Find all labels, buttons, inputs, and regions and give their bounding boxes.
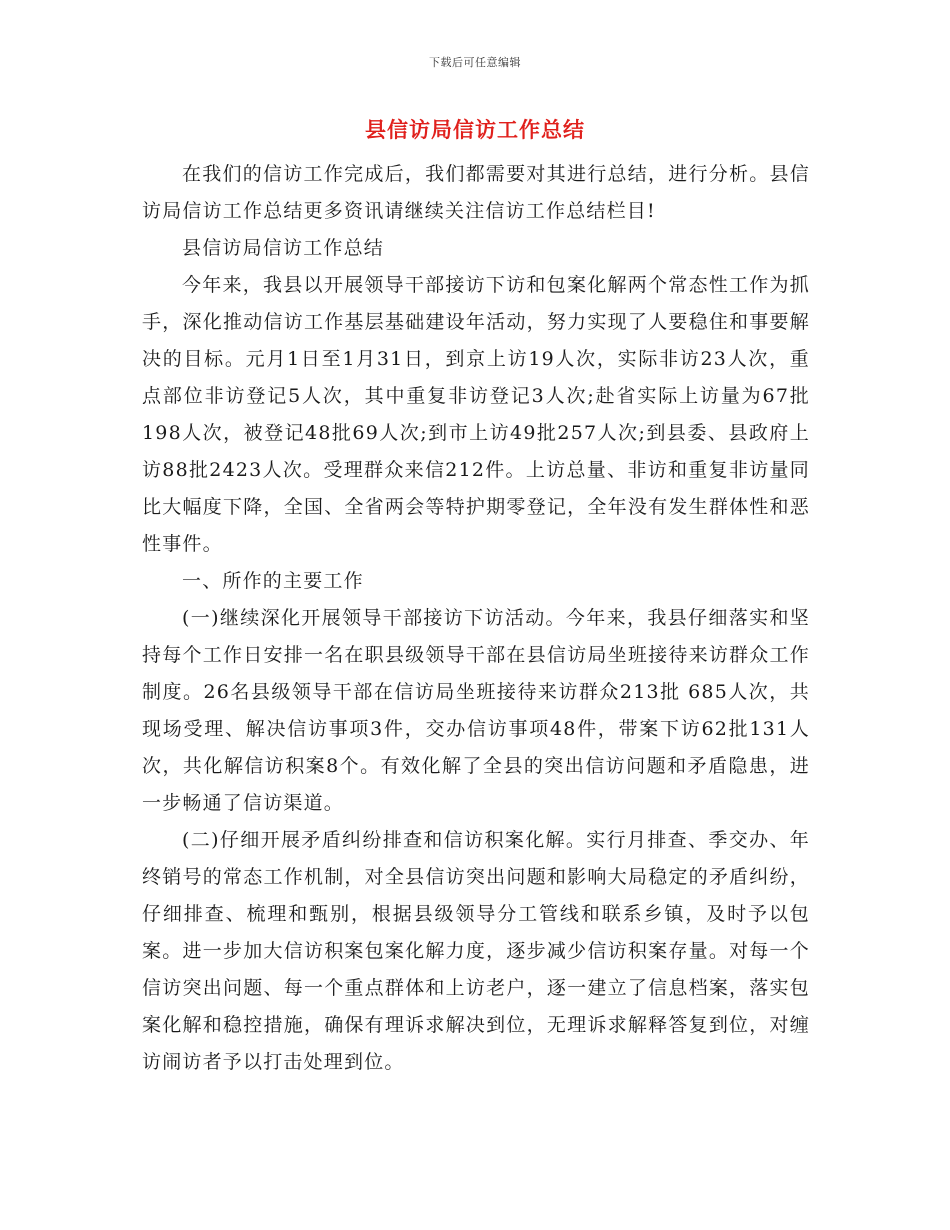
intro-paragraph: 在我们的信访工作完成后，我们都需要对其进行总结，进行分析。县信访局信访工作总结更多资讯请继续关注信访工作总结栏目!	[142, 163, 810, 222]
summary-paragraph: 今年来，我县以开展领导干部接访下访和包案化解两个常态性工作为抓手，深化推动信访工作基层基础建设年活动，努力实现了人要稳住和事要解决的目标。元月1日至1月31日，到京上访19人次，实际非访23人次，重点部位非访登记5人次，其中重复非访登记3人次;赴省实际上访量为67批198人次，被登记48批69人次;到市上访49批257人次;到县委、县政府上访88批2423人次。受理群众来信212件。上访总量、非访和重复非访量同比大幅度下降，全国、全省两会等特护期零登记，全年没有发生群体性和恶性事件。	[142, 274, 810, 555]
section-1-paragraph: (一)继续深化开展领导干部接访下访活动。今年来，我县仔细落实和坚持每个工作日安排一名在职县级领导干部在县信访局坐班接待来访群众工作制度。26名县级领导干部在信访局坐班接待来访群众213批 685人次，共现场受理、解决信访事项3件，交办信访事项48件，带案下访62批131人次，共化解信访积案8个。有效化解了全县的突出信访问题和矛盾隐患，进一步畅通了信访渠道。	[142, 607, 810, 814]
document-body	[142, 156, 810, 1081]
page-title: 县信访局信访工作总结	[365, 117, 585, 142]
subtitle-paragraph: 县信访局信访工作总结	[182, 237, 385, 259]
header-note: 下载后可任意编辑	[429, 56, 521, 69]
section-2-paragraph: (二)仔细开展矛盾纠纷排查和信访积案化解。实行月排查、季交办、年终销号的常态工作机制，对全县信访突出问题和影响大局稳定的矛盾纠纷，仔细排查、梳理和甄别，根据县级领导分工管线和联系乡镇，及时予以包案。进一步加大信访积案包案化解力度，逐步减少信访积案存量。对每一个信访突出问题、每一个重点群体和上访老户，逐一建立了信息档案，落实包案化解和稳控措施，确保有理诉求解决到位，无理诉求解释答复到位，对缠访闹访者予以打击处理到位。	[142, 829, 810, 1073]
section-heading: 一、所作的主要工作	[182, 570, 364, 592]
